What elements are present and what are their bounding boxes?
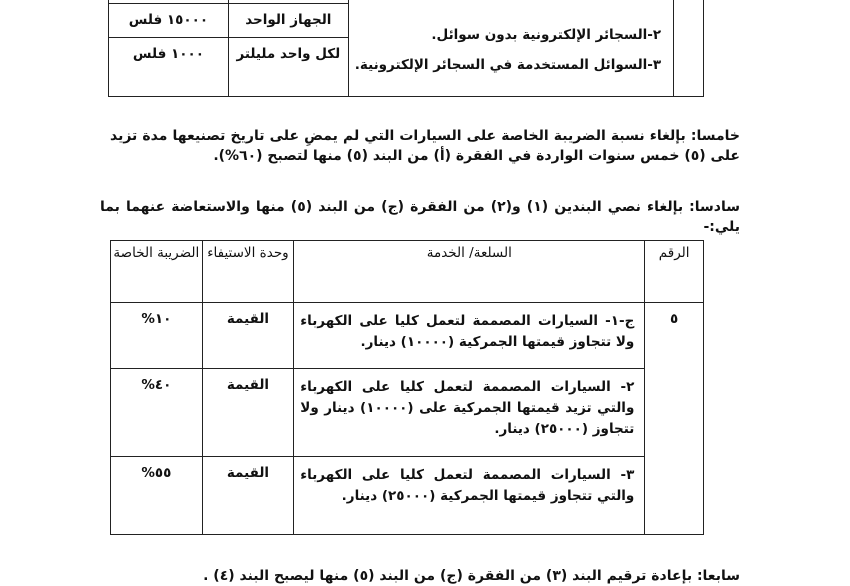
- row-tax-3: ٥٥%: [111, 457, 203, 535]
- top-item-2: ٢-السجائر الإلكترونية بدون سوائل.: [431, 27, 662, 43]
- header-unit: وحدة الاستيفاء: [202, 241, 294, 303]
- header-number: الرقم: [645, 241, 704, 303]
- header-item: السلعة/ الخدمة: [294, 241, 645, 303]
- row-unit-1: القيمة: [202, 303, 294, 369]
- paragraph-seventh: سابعا: بإعادة ترقيم البند (٣) من الفقرة (ج) من البند (٥) منها ليصبح البند (٤) .: [203, 568, 740, 584]
- row-tax-2: ٤٠%: [111, 369, 203, 457]
- electric-cars-tax-table: [110, 240, 704, 535]
- top-table-number-cell: [674, 0, 704, 97]
- top-table-items-cell: [348, 0, 673, 97]
- table-row: [111, 369, 704, 457]
- table-row: [111, 457, 704, 535]
- top-table-tax-2: ١٠٠٠ فلس: [109, 38, 229, 97]
- row-item-3: ٣- السيارات المصممة لتعمل كليا على الكهرباء والتي تتجاوز قيمتها الجمركية (٢٥٠٠٠) دينار.: [294, 457, 645, 535]
- row-tax-1: ١٠%: [111, 303, 203, 369]
- paragraph-fifth: خامسا: بإلغاء نسبة الضريبة الخاصة على السيارات التي لم يمضِ على تاريخ تصنيعها مدة تزيد على (٥) خمس سنوات الواردة في الفقرة (أ) من البند (٥) منها لتصبح (٦٠%).: [110, 128, 740, 164]
- top-tax-table: [108, 0, 704, 97]
- row-unit-3: القيمة: [202, 457, 294, 535]
- paragraph-sixth: سادسا: بإلغاء نصي البندين (١) و(٢) من الفقرة (ج) من البند (٥) منها والاستعاضة عنهما بما يلي:-: [100, 199, 740, 235]
- row-item-2: ٢- السيارات المصممة لتعمل كليا على الكهرباء والتي تزيد قيمتها الجمركية على (١٠٠٠٠) دينار ولا تتجاوز (٢٥٠٠٠) دينار.: [294, 369, 645, 457]
- row-item-1: ج-١- السيارات المصممة لتعمل كليا على الكهرباء ولا تتجاوز قيمتها الجمركية (١٠٠٠٠) دينار.: [294, 303, 645, 369]
- top-table-unit-1: الجهاز الواحد: [228, 4, 348, 38]
- top-item-3: ٣-السوائل المستخدمة في السجائر الإلكترونية.: [354, 57, 662, 73]
- header-tax: الضريبة الخاصة: [111, 241, 203, 303]
- top-table-unit-2: لكل واحد مليلتر: [228, 38, 348, 97]
- row-unit-2: القيمة: [202, 369, 294, 457]
- row-number: ٥: [645, 303, 704, 535]
- table-header-row: [111, 241, 704, 303]
- top-table-tax-1: ١٥٠٠٠ فلس: [109, 4, 229, 38]
- table-row: [111, 303, 704, 369]
